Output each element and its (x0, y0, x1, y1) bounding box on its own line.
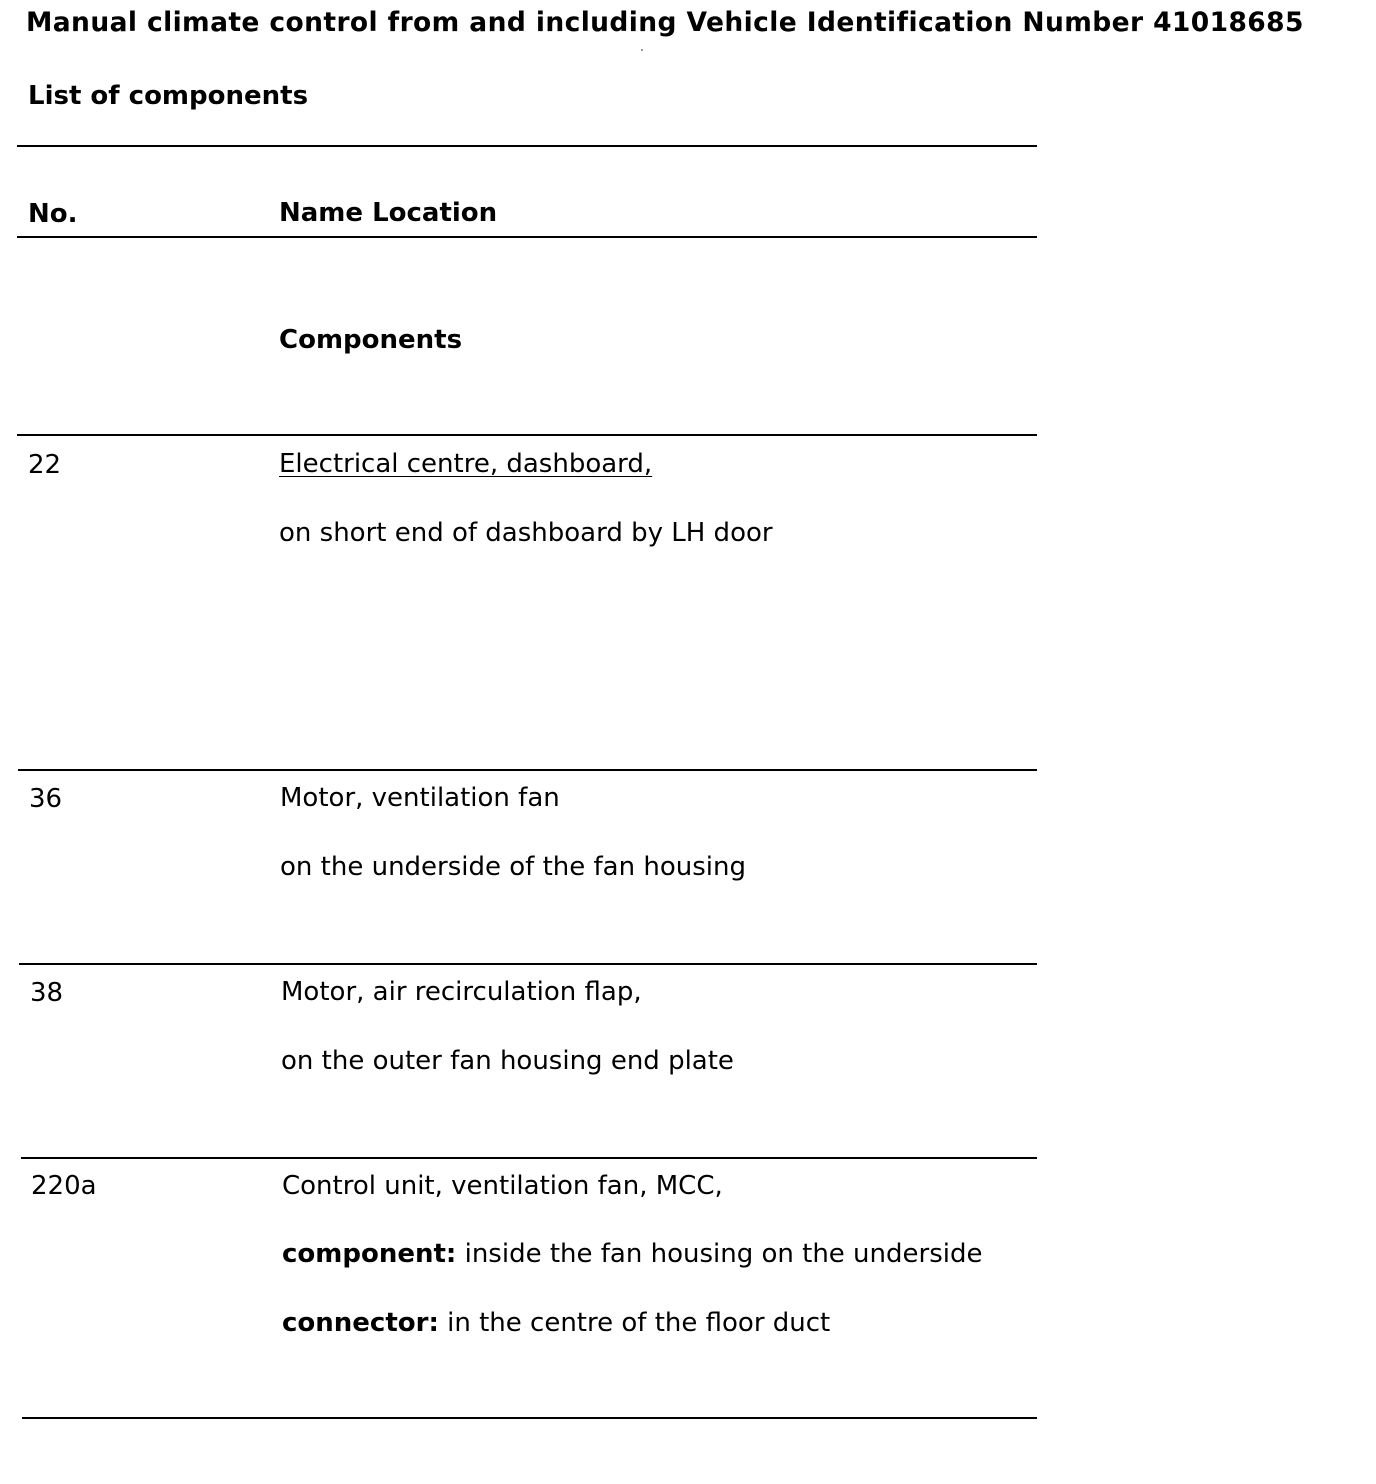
scan-speck (641, 49, 643, 51)
page-title: Manual climate control from and including Vehicle Identification Number 41018685 (26, 7, 1304, 38)
list-subtitle: List of components (28, 81, 309, 111)
component-detail-line (282, 1238, 982, 1270)
component-location: on short end of dashboard by LH door (279, 518, 773, 548)
connector-label: connector: (282, 1308, 439, 1338)
row-divider (18, 769, 1037, 771)
component-name: Electrical centre, dashboard, (279, 449, 653, 479)
row-divider (21, 1157, 1037, 1159)
row-number: 220a (31, 1171, 97, 1201)
row-number: 36 (29, 784, 63, 814)
component-name: Motor, ventilation fan (280, 783, 560, 813)
table-bottom-rule (22, 1417, 1037, 1419)
component-location: inside the fan housing on the underside (464, 1239, 983, 1269)
component-name: Motor, air recirculation flap, (281, 977, 642, 1007)
connector-location: in the centre of the floor duct (447, 1308, 831, 1338)
component-name: Control unit, ventilation fan, MCC, (282, 1171, 723, 1201)
row-number: 22 (28, 450, 62, 480)
column-header-no: No. (28, 199, 78, 229)
component-label: component: (282, 1239, 457, 1269)
section-heading: Components (279, 325, 463, 355)
row-divider (17, 434, 1037, 436)
table-top-rule (17, 145, 1037, 147)
row-divider (19, 963, 1037, 965)
header-bottom-rule (17, 236, 1037, 238)
column-header-name-location: Name Location (279, 198, 498, 228)
connector-detail-line (282, 1307, 830, 1339)
component-location: on the underside of the fan housing (280, 852, 746, 882)
component-location: on the outer fan housing end plate (281, 1046, 734, 1076)
row-number: 38 (30, 978, 64, 1008)
